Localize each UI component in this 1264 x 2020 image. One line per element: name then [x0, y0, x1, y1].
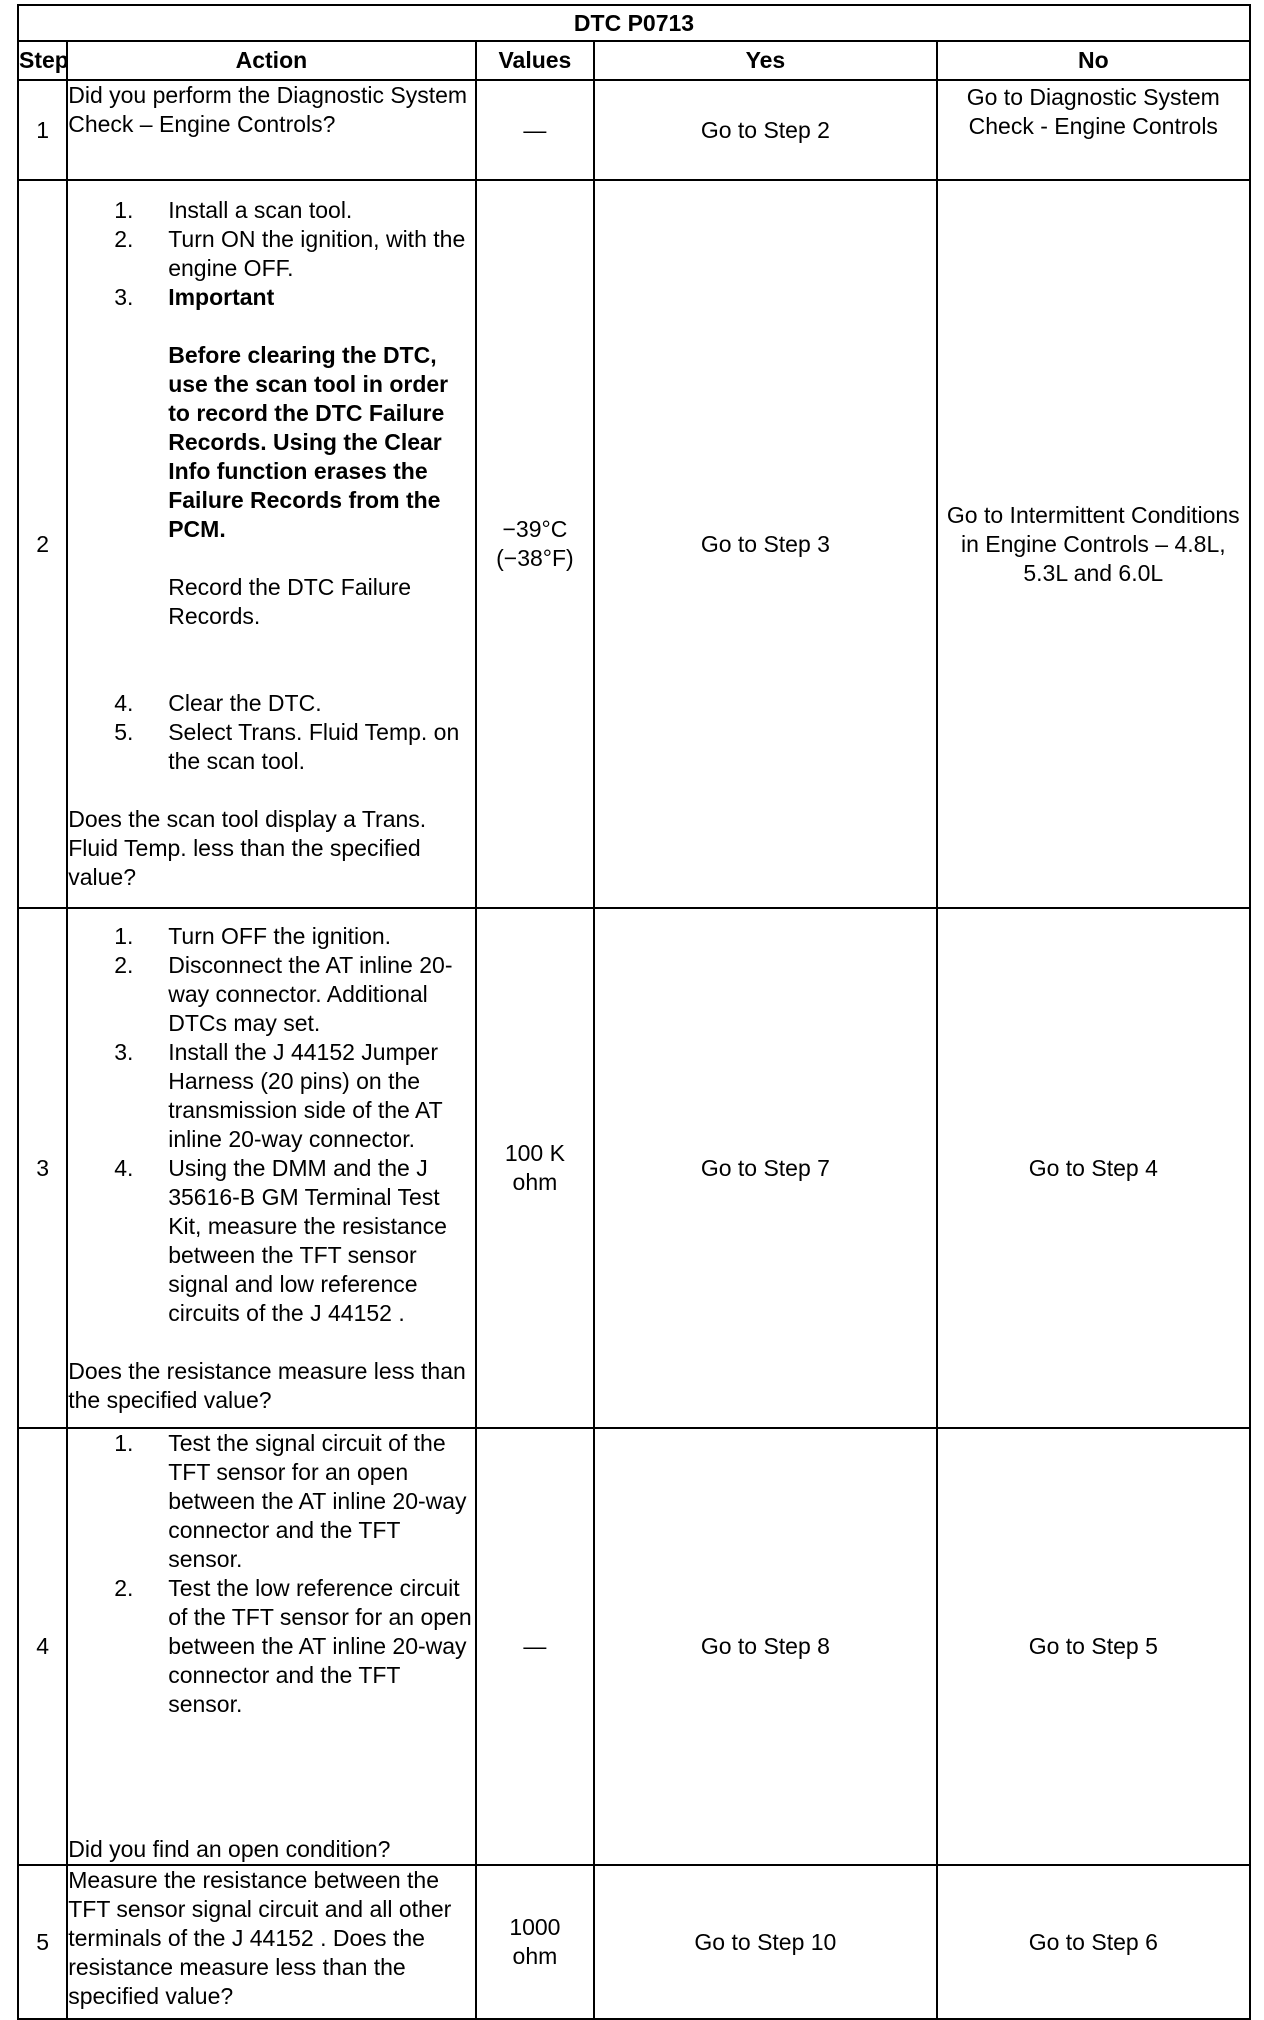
- value-line: 100 K: [504, 1140, 565, 1166]
- item-text: Test the signal circuit of the TFT sensor for an open between the AT inline 20-way connector and the TFT sensor.: [168, 1430, 467, 1572]
- item-text: Select Trans. Fluid Temp. on the scan tool.: [168, 719, 460, 774]
- important-title: Important: [168, 284, 275, 310]
- no-cell: Go to Step 5: [937, 1428, 1250, 1865]
- table-title: DTC P0713: [18, 5, 1250, 41]
- item-number: 3.: [114, 1038, 134, 1065]
- yes-cell: Go to Step 7: [594, 908, 936, 1428]
- table-row: [18, 1428, 1250, 1865]
- list-item: [68, 922, 474, 951]
- table-row: [18, 908, 1250, 1428]
- question-text: Does the resistance measure less than the specified value?: [68, 1357, 466, 1413]
- list-item: [68, 196, 474, 225]
- action-cell: [67, 180, 475, 908]
- no-cell: Go to Intermittent Conditions in Engine Controls – 4.8L, 5.3L and 6.0L: [937, 180, 1250, 908]
- question-text: Did you find an open condition?: [68, 1836, 391, 1862]
- yes-cell: Go to Step 8: [594, 1428, 936, 1865]
- item-text: Using the DMM and the J 35616-B GM Terminal Test Kit, measure the resistance between the TFT sensor signal and low reference circuits of the J 44152 .: [168, 1154, 447, 1326]
- item-text: Turn OFF the ignition.: [168, 922, 392, 949]
- no-cell: Go to Step 6: [937, 1865, 1250, 2019]
- list-item: [68, 718, 474, 776]
- yes-cell: Go to Step 3: [594, 180, 936, 908]
- value-line: ohm: [512, 1169, 558, 1195]
- item-number: 1.: [114, 197, 134, 223]
- item-text: Clear the DTC.: [168, 690, 322, 716]
- important-note: Before clearing the DTC, use the scan tool in order to record the DTC Failure Records. Using the Clear Info function erases the Failure Records from the PCM.: [168, 342, 449, 542]
- yes-cell: Go to Step 2: [594, 80, 936, 180]
- item-text: Test the low reference circuit of the TFT sensor for an open between the AT inline 20-way connector and the TFT sensor.: [168, 1575, 472, 1717]
- step-number: 2: [18, 180, 67, 908]
- header-yes: Yes: [594, 41, 936, 80]
- item-number: 4.: [114, 690, 134, 716]
- step-number: 4: [18, 1428, 67, 1865]
- header-step: Step: [18, 41, 67, 80]
- item-number: 2.: [114, 1575, 134, 1601]
- value-line: 1000: [509, 1914, 561, 1940]
- yes-cell: Go to Step 10: [594, 1865, 936, 2019]
- no-cell: Go to Step 4: [937, 908, 1250, 1428]
- item-text: Install a scan tool.: [168, 197, 353, 223]
- item-number: 2.: [114, 226, 134, 252]
- item-number: 2.: [114, 951, 134, 978]
- list-item: [68, 1574, 474, 1719]
- table-row: [18, 180, 1250, 908]
- dtc-table: [17, 4, 1251, 2020]
- list-item: [68, 1154, 474, 1328]
- action-cell: [67, 1865, 475, 2019]
- item-number: 1.: [114, 1430, 134, 1456]
- item-text: Turn ON the ignition, with the engine OFF.: [168, 226, 466, 281]
- header-action: Action: [67, 41, 475, 80]
- values-cell: [476, 908, 595, 1428]
- item-number: 1.: [114, 922, 134, 949]
- step-number: 5: [18, 1865, 67, 2019]
- list-item: [68, 1429, 474, 1574]
- item-text: Install the J 44152 Jumper Harness (20 pins) on the transmission side of the AT inline 20-way connector.: [168, 1038, 443, 1152]
- action-cell: [67, 908, 475, 1428]
- header-values: Values: [476, 41, 595, 80]
- table-row: [18, 80, 1250, 180]
- list-item: [68, 951, 474, 1038]
- question-text: Did you perform the Diagnostic System Check – Engine Controls?: [68, 82, 468, 137]
- action-cell: [67, 80, 475, 180]
- header-no: No: [937, 41, 1250, 80]
- action-list: [68, 689, 474, 776]
- action-list: [68, 196, 474, 312]
- title-row: [18, 5, 1250, 41]
- table-row: [18, 1865, 1250, 2019]
- list-item: [68, 1038, 474, 1154]
- item-number: 5.: [114, 719, 134, 745]
- value-line: −39°C: [502, 516, 568, 542]
- value-line: (−38°F): [496, 545, 574, 571]
- action-list: [68, 1429, 474, 1719]
- step-number: 1: [18, 80, 67, 180]
- list-item: [68, 283, 474, 312]
- values-cell: —: [476, 80, 595, 180]
- values-cell: [476, 1865, 595, 2019]
- list-item: [68, 689, 474, 718]
- no-cell: Go to Diagnostic System Check - Engine Controls: [937, 80, 1250, 180]
- question-text: Does the scan tool display a Trans. Fluid Temp. less than the specified value?: [68, 806, 427, 890]
- values-cell: —: [476, 1428, 595, 1865]
- list-item: [68, 225, 474, 283]
- values-cell: [476, 180, 595, 908]
- important-record: Record the DTC Failure Records.: [168, 574, 412, 629]
- header-row: [18, 41, 1250, 80]
- step-number: 3: [18, 908, 67, 1428]
- item-text: Disconnect the AT inline 20-way connector. Additional DTCs may set.: [168, 951, 453, 1036]
- item-number: 4.: [114, 1154, 134, 1181]
- value-line: ohm: [512, 1943, 558, 1969]
- action-list: [68, 922, 474, 1328]
- action-cell: [67, 1428, 475, 1865]
- item-number: 3.: [114, 284, 134, 310]
- question-text: Measure the resistance between the TFT sensor signal circuit and all other terminals of the J 44152 . Does the resistance measure less than the specified value?: [68, 1867, 452, 2009]
